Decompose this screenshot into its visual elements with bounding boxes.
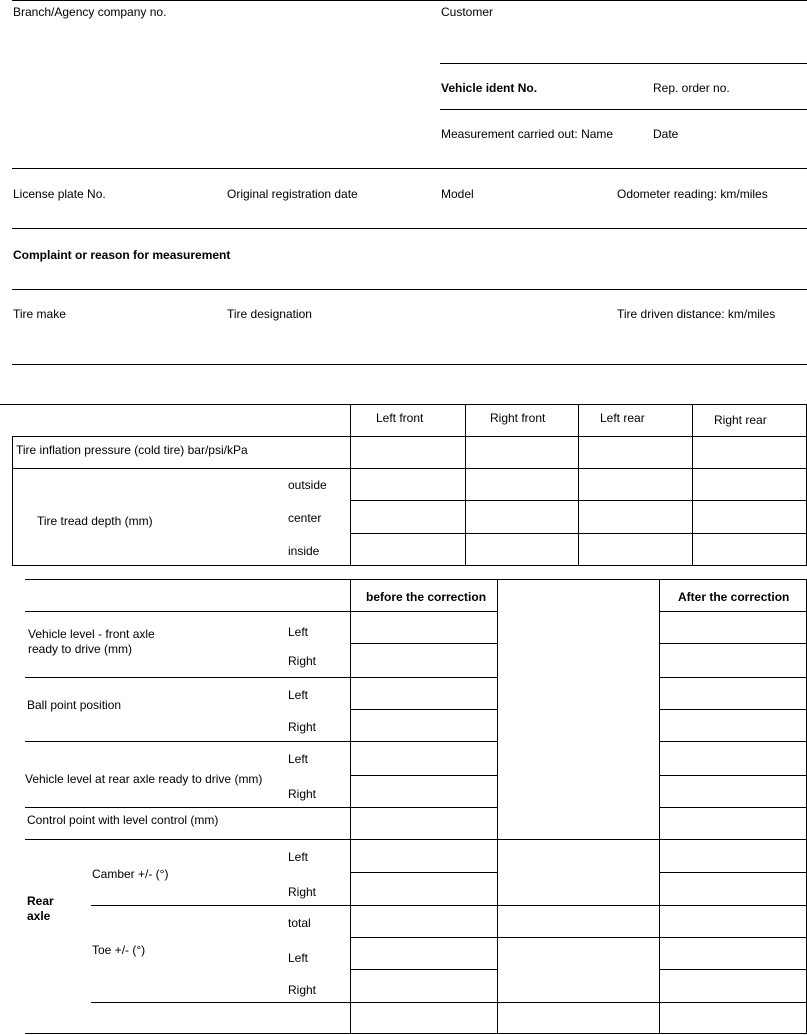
column-left-rear: Left rear [600, 411, 645, 425]
customer-underline [440, 63, 807, 64]
toe-total-label: total [288, 916, 311, 930]
tire-designation-label: Tire designation [227, 307, 312, 321]
ball-point-right-label: Right [288, 720, 317, 734]
pressure-left-front-cell[interactable] [351, 437, 464, 467]
rear-level-right-label: Right [288, 787, 317, 801]
branch-label: Branch/Agency company no. [13, 5, 167, 19]
tread-inside-cells[interactable] [351, 534, 805, 564]
column-right-rear: Right rear [714, 413, 767, 427]
vin-label: Vehicle ident No. [441, 81, 538, 95]
ball-point-left-label: Left [288, 688, 309, 702]
toe-label: Toe +/- (°) [92, 943, 146, 957]
after-correction-cells[interactable] [660, 612, 805, 1032]
before-correction-header: before the correction [366, 590, 487, 604]
original-registration-label: Original registration date [227, 187, 358, 201]
tread-inside-label: inside [288, 544, 320, 558]
vehicle-row-line [12, 228, 807, 229]
tread-center-label: center [288, 511, 322, 525]
pressure-left-rear-cell[interactable] [579, 437, 691, 467]
after-correction-header: After the correction [678, 590, 790, 604]
camber-label: Camber +/- (°) [92, 867, 169, 881]
tire-driven-distance-label: Tire driven distance: km/miles [617, 307, 776, 321]
front-axle-level-label: Vehicle level - front axle [28, 627, 155, 641]
pressure-right-rear-cell[interactable] [693, 437, 805, 467]
model-label: Model [441, 187, 474, 201]
camber-left-label: Left [288, 850, 309, 864]
column-left-front: Left front [376, 411, 424, 425]
top-border [12, 0, 807, 1]
rear-axle-label: Rear [27, 894, 54, 908]
tire-make-label: Tire make [13, 307, 66, 321]
rep-order-label: Rep. order no. [653, 81, 730, 95]
ball-point-label: Ball point position [27, 698, 122, 712]
toe-left-label: Left [288, 951, 309, 965]
measured-by-label: Measurement carried out: Name [441, 127, 614, 141]
column-right-front: Right front [490, 411, 546, 425]
toe-right-label: Right [288, 983, 317, 997]
rear-axle-label-2: axle [27, 909, 51, 923]
tread-depth-label: Tire tread depth (mm) [37, 514, 153, 528]
rear-level-label: Vehicle level at rear axle ready to drive (mm) [25, 772, 263, 786]
customer-label: Customer [441, 5, 494, 19]
camber-right-label: Right [288, 885, 317, 899]
complaint-label: Complaint or reason for measurement [13, 248, 231, 262]
date-label: Date [653, 127, 679, 141]
odometer-label: Odometer reading: km/miles [617, 187, 768, 201]
complaint-line [12, 289, 807, 290]
customer-field[interactable] [440, 20, 807, 62]
tires-line [12, 364, 807, 365]
tread-outside-cells[interactable] [351, 469, 805, 499]
header-bottom-line [12, 168, 807, 169]
before-correction-cells[interactable] [351, 612, 496, 1032]
control-point-label: Control point with level control (mm) [27, 813, 219, 827]
tread-center-cells[interactable] [351, 501, 805, 532]
front-axle-level-label-2: ready to drive (mm) [28, 642, 133, 656]
pressure-right-front-cell[interactable] [466, 437, 577, 467]
tread-outside-label: outside [288, 478, 327, 492]
front-axle-right-label: Right [288, 654, 317, 668]
rear-level-left-label: Left [288, 752, 309, 766]
license-plate-label: License plate No. [13, 187, 106, 201]
vin-underline [440, 109, 807, 110]
front-axle-left-label: Left [288, 625, 309, 639]
tire-pressure-label: Tire inflation pressure (cold tire) bar/psi/kPa [16, 443, 248, 457]
